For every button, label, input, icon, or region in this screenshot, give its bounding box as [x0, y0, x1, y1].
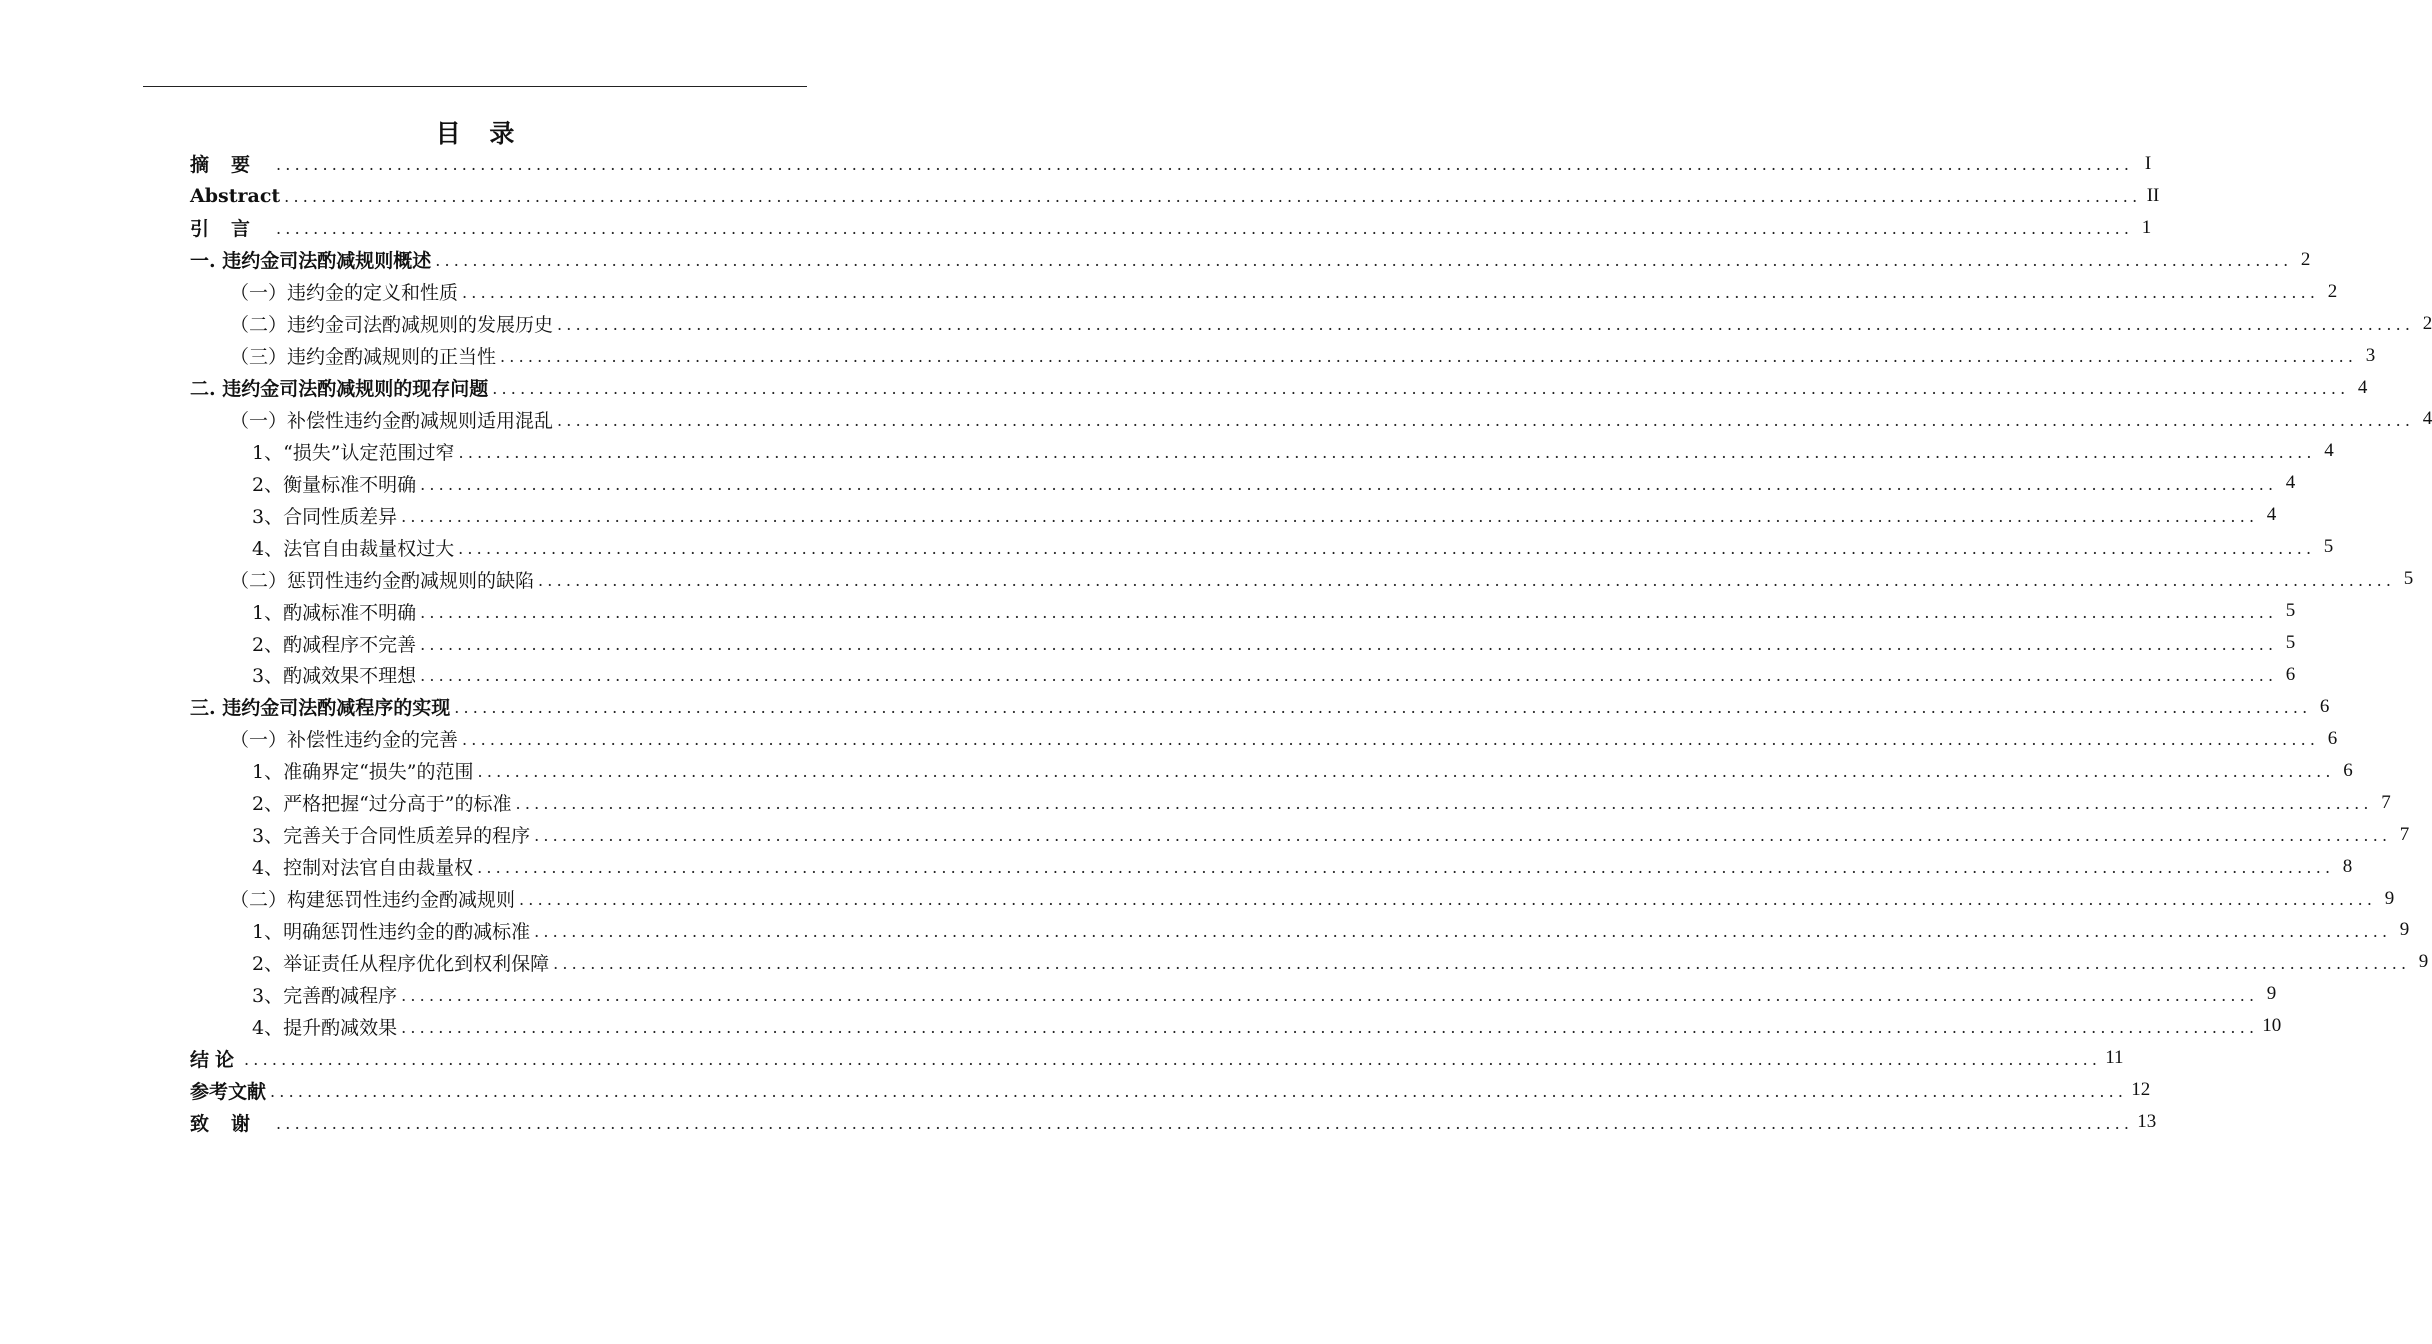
- toc-entry-page: 2: [2327, 280, 2338, 302]
- toc-leader: ........................................................................................................................................................................................................: [534, 921, 2392, 941]
- toc-entry-page: 4: [2324, 440, 2334, 462]
- toc-entry-page: I: [2144, 152, 2152, 174]
- toc-leader: ........................................................................................................................................................................................................: [538, 570, 2396, 590]
- toc-entry-label: 2、举证责任从程序优化到权利保障: [252, 952, 550, 975]
- toc-entry-page: 3: [2365, 344, 2376, 366]
- toc-leader: ........................................................................................................................................................................................................: [420, 602, 2278, 622]
- toc-entry-label: （二）惩罚性违约金酌减规则的缺陷: [230, 569, 535, 592]
- toc-entry-abstract-cn[interactable]: [190, 148, 2152, 180]
- toc-leader: ........................................................................................................................................................................................................: [420, 634, 2278, 654]
- toc-entry-subsection[interactable]: [190, 851, 2353, 883]
- toc-entry-page: 4: [2357, 376, 2368, 398]
- toc-leader: ........................................................................................................................................................................................................: [500, 347, 2358, 367]
- toc-entry-label: 参考文献: [190, 1080, 267, 1103]
- toc-entry-page: 9: [2399, 919, 2410, 941]
- toc-leader: ........................................................................................................................................................................................................: [276, 219, 2134, 239]
- toc-entry-page: 4: [2422, 408, 2432, 430]
- toc-leader: ........................................................................................................................................................................................................: [462, 730, 2320, 750]
- toc-leader: ........................................................................................................................................................................................................: [462, 283, 2320, 303]
- toc-entry-section[interactable]: [190, 563, 2414, 595]
- toc-entry-label: （一）补偿性违约金的完善: [230, 729, 459, 752]
- toc-leader: ........................................................................................................................................................................................................: [519, 890, 2377, 910]
- toc-entry-introduction[interactable]: [190, 212, 2152, 244]
- toc-entry-page: 10: [2262, 1015, 2282, 1037]
- toc-leader: ........................................................................................................................................................................................................: [401, 985, 2259, 1005]
- toc-leader: ........................................................................................................................................................................................................: [492, 379, 2350, 399]
- toc-leader: ........................................................................................................................................................................................................: [435, 251, 2293, 271]
- header-rule: [143, 86, 807, 87]
- toc-entry-subsection[interactable]: [190, 467, 2296, 499]
- toc-entry-section[interactable]: [190, 308, 2432, 340]
- toc-entry-label: 3、合同性质差异: [252, 505, 398, 528]
- toc-entry-subsection[interactable]: [190, 819, 2410, 851]
- toc-entry-label: 结论: [190, 1048, 241, 1071]
- toc-entry-subsection[interactable]: [190, 915, 2410, 947]
- toc-entry-section[interactable]: [190, 723, 2338, 755]
- toc-entry-subsection[interactable]: [190, 978, 2277, 1010]
- toc-entry-subsection[interactable]: [190, 1010, 2282, 1042]
- toc-entry-label: 致谢: [190, 1112, 273, 1135]
- toc-entry-label: 一. 违约金司法酌减规则概述: [190, 250, 432, 273]
- toc-leader: ........................................................................................................................................................................................................: [534, 826, 2392, 846]
- toc-entry-subsection[interactable]: [190, 946, 2429, 978]
- toc-entry-section[interactable]: [190, 404, 2432, 436]
- toc-entry-label: 引言: [190, 218, 273, 241]
- toc-entry-page: 8: [2342, 855, 2353, 877]
- toc-leader: ........................................................................................................................................................................................................: [557, 315, 2415, 335]
- toc-entry-subsection[interactable]: [190, 435, 2334, 467]
- toc-leader: ........................................................................................................................................................................................................: [276, 1113, 2134, 1133]
- toc-entry-chapter-2[interactable]: [190, 372, 2368, 404]
- toc-entry-page: 2: [2422, 312, 2432, 334]
- toc-entry-label: （三）违约金酌减规则的正当性: [230, 346, 497, 369]
- toc-entry-section[interactable]: [190, 340, 2376, 372]
- toc-entry-label: 1、“损失”认定范围过窄: [252, 441, 455, 464]
- toc-entry-label: 摘要: [190, 154, 273, 177]
- toc-entry-page: 5: [2403, 568, 2414, 590]
- toc-leader: ........................................................................................................................................................................................................: [515, 794, 2373, 814]
- toc-entry-label: 三. 违约金司法酌减程序的实现: [190, 697, 451, 720]
- toc-entry-acknowledgements[interactable]: [190, 1106, 2157, 1138]
- toc-entry-page: 6: [2319, 695, 2330, 717]
- toc-entry-section[interactable]: [190, 883, 2395, 915]
- toc-entry-page: 12: [2131, 1079, 2151, 1101]
- toc-entry-label: 2、酌减程序不完善: [252, 633, 417, 656]
- toc-entry-label: 3、完善酌减程序: [252, 984, 398, 1007]
- toc-entry-page: 13: [2137, 1111, 2157, 1133]
- toc-entry-references[interactable]: [190, 1074, 2151, 1106]
- toc-entry-page: 6: [2343, 759, 2353, 781]
- toc-leader: ........................................................................................................................................................................................................: [477, 858, 2335, 878]
- toc-entry-label: （一）违约金的定义和性质: [230, 282, 459, 305]
- toc-entry-section[interactable]: [190, 276, 2338, 308]
- toc-entry-label: 二. 违约金司法酌减规则的现存问题: [190, 378, 489, 401]
- toc-leader: ........................................................................................................................................................................................................: [454, 698, 2312, 718]
- toc-entry-page: 5: [2285, 600, 2296, 622]
- toc-entry-subsection[interactable]: [190, 627, 2296, 659]
- toc-entry-page: 4: [2285, 472, 2296, 494]
- toc-leader: ........................................................................................................................................................................................................: [276, 155, 2134, 175]
- toc-entry-label: 3、酌减效果不理想: [252, 665, 417, 688]
- toc-entry-label: （二）违约金司法酌减规则的发展历史: [230, 314, 554, 337]
- toc-leader: ........................................................................................................................................................................................................: [270, 1081, 2128, 1101]
- toc-entry-abstract-en[interactable]: [190, 180, 2160, 212]
- toc-leader: ........................................................................................................................................................................................................: [420, 474, 2278, 494]
- toc-entry-conclusion[interactable]: [190, 1042, 2124, 1074]
- toc-leader: ........................................................................................................................................................................................................: [420, 666, 2278, 686]
- toc-entry-label: 1、酌减标准不明确: [252, 601, 417, 624]
- toc-entry-label: Abstract: [190, 184, 281, 207]
- toc-entry-subsection[interactable]: [190, 499, 2277, 531]
- toc-leader: ........................................................................................................................................................................................................: [553, 953, 2411, 973]
- toc-entry-label: 2、严格把握“过分高于”的标准: [252, 793, 512, 816]
- toc-leader: ........................................................................................................................................................................................................: [284, 187, 2142, 207]
- toc-entry-page: 5: [2323, 536, 2334, 558]
- toc-leader: ........................................................................................................................................................................................................: [477, 762, 2335, 782]
- toc-entry-page: 6: [2327, 727, 2338, 749]
- toc-entry-page: 1: [2141, 216, 2152, 238]
- toc-entry-chapter-3[interactable]: [190, 691, 2330, 723]
- toc-leader: ........................................................................................................................................................................................................: [401, 1017, 2259, 1037]
- toc-entry-page: 9: [2384, 887, 2395, 909]
- table-of-contents: [190, 148, 2432, 1138]
- toc-entry-page: 9: [2266, 983, 2277, 1005]
- toc-entry-label: 4、控制对法官自由裁量权: [252, 857, 474, 880]
- toc-leader: ........................................................................................................................................................................................................: [458, 538, 2316, 558]
- toc-entry-label: 1、明确惩罚性违约金的酌减标准: [252, 920, 531, 943]
- toc-entry-page: 2: [2300, 248, 2311, 270]
- toc-entry-label: 2、衡量标准不明确: [252, 473, 417, 496]
- toc-entry-label: 3、完善关于合同性质差异的程序: [252, 825, 531, 848]
- toc-entry-label: （二）构建惩罚性违约金酌减规则: [230, 889, 516, 912]
- toc-entry-page: II: [2146, 184, 2160, 206]
- page-title: 目 录: [435, 119, 525, 148]
- toc-leader: ........................................................................................................................................................................................................: [401, 506, 2259, 526]
- toc-entry-subsection[interactable]: [190, 755, 2353, 787]
- toc-entry-label: 1、准确界定“损失”的范围: [252, 761, 474, 784]
- toc-entry-label: 4、法官自由裁量权过大: [252, 537, 455, 560]
- toc-entry-page: 7: [2381, 791, 2391, 813]
- toc-entry-page: 5: [2285, 632, 2296, 654]
- toc-entry-chapter-1[interactable]: [190, 244, 2311, 276]
- toc-leader: ........................................................................................................................................................................................................: [458, 442, 2316, 462]
- toc-entry-subsection[interactable]: [190, 531, 2334, 563]
- toc-leader: ........................................................................................................................................................................................................: [557, 410, 2415, 430]
- toc-leader: ........................................................................................................................................................................................................: [244, 1049, 2102, 1069]
- toc-entry-page: 9: [2418, 951, 2429, 973]
- toc-entry-subsection[interactable]: [190, 787, 2391, 819]
- toc-entry-subsection[interactable]: [190, 595, 2296, 627]
- toc-entry-page: 4: [2266, 504, 2277, 526]
- toc-entry-page: 6: [2285, 663, 2296, 685]
- toc-entry-subsection[interactable]: [190, 659, 2296, 691]
- toc-entry-page: 11: [2105, 1047, 2124, 1069]
- toc-entry-label: （一）补偿性违约金酌减规则适用混乱: [230, 409, 554, 432]
- toc-entry-label: 4、提升酌减效果: [252, 1016, 398, 1039]
- toc-entry-page: 7: [2399, 823, 2410, 845]
